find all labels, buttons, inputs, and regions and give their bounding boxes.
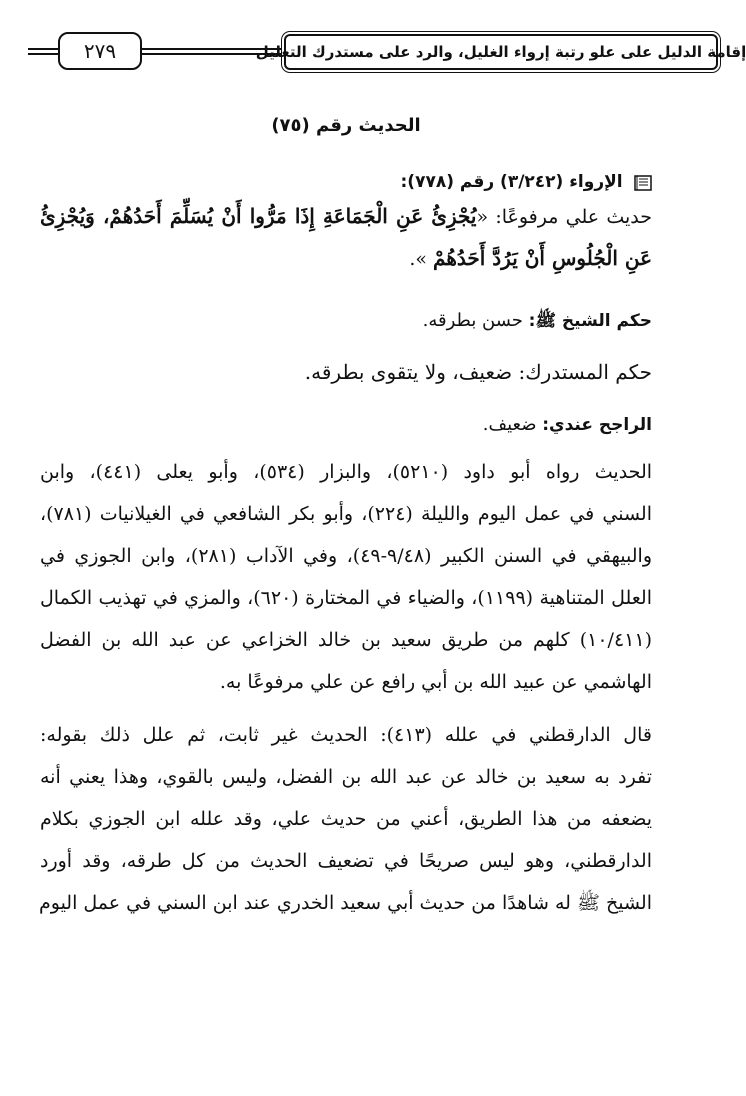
paragraph-1-line: (١٠/٤١١) كلهم من طريق سعيد بن خالد الخزاعي عن عبد الله بن الفضل: [40, 629, 652, 651]
sheikh-ruling: حسن بطرقه.: [422, 310, 529, 331]
irwa-label: الإرواء (٣/٢٤٢) رقم (٧٧٨):: [400, 172, 623, 192]
hadith-intro: حديث علي مرفوعًا: «: [476, 206, 652, 228]
paragraph-2-line: تفرد به سعيد بن خالد عن عبد الله بن الفضل، وليس بالقوي، وهذا يعني أنه: [40, 766, 652, 788]
page-number: ٢٧٩: [58, 32, 142, 70]
paragraph-2-line: الدارقطني، وهو ليس صريحًا في تضعيف الحديث من كل طرقه، وقد أورد: [40, 850, 652, 872]
paragraph-2-line: قال الدارقطني في علله (٤١٣): الحديث غير ثابت، ثم علل ذلك بقوله:: [40, 724, 652, 746]
hadith-text-2: عَنِ الْجُلُوسِ أَنْ يَرُدَّ أَحَدُهُمْ: [433, 246, 652, 270]
book-title: إقامة الدليل على علو رتبة إرواء الغليل، والرد على مستدرك التعليل: [284, 34, 718, 70]
hadith-line-2: [40, 248, 652, 269]
page-header: [28, 26, 746, 76]
paragraph-1-line: والبيهقي في السنن الكبير (٩/٤٨-٤٩)، وفي الآداب (٢٨١)، وابن الجوزي في: [40, 545, 652, 567]
paragraph-2-line: الشيخ ﷺ له شاهدًا من حديث أبي سعيد الخدري عند ابن السني في عمل اليوم: [38, 892, 652, 914]
paragraph-1-line: الهاشمي عن عبيد الله بن أبي رافع عن علي مرفوعًا به.: [219, 671, 652, 693]
hadith-text-1: يُجْزِئُ عَنِ الْجَمَاعَةِ إِذَا مَرُّوا أَنْ يُسَلِّمَ أَحَدُهُمْ، وَيُجْزِئُ: [40, 204, 477, 228]
irwa-reference: [40, 172, 652, 192]
mustadrik-ruling: حكم المستدرك: ضعيف، ولا يتقوى بطرقه.: [304, 360, 652, 384]
rajih-label: الراجح عندي:: [542, 415, 652, 435]
hadith-title: الحديث رقم (٧٥): [271, 115, 421, 136]
sheikh-ruling-line: [40, 310, 652, 335]
hadith-close: ».: [409, 248, 434, 270]
rajih-ruling-line: [40, 414, 652, 435]
paragraph-2-line: يضعفه من هذا الطريق، أعني من حديث علي، وقد علله ابن الجوزي بكلام: [40, 808, 652, 830]
sheikh-label: حكم الشيخ ﷺ:: [528, 311, 652, 331]
paragraph-1-line: السني في عمل اليوم والليلة (٢٢٤)، وأبو بكر الشافعي في الغيلانيات (٧٨١)،: [40, 503, 652, 525]
book-icon: [634, 175, 652, 191]
paragraph-1-line: العلل المتناهية (١١٩٩)، والضياء في المختارة (٦٢٠)، والمزي في تهذيب الكمال: [40, 587, 653, 609]
paragraph-1-line: الحديث رواه أبو داود (٥٢١٠)، والبزار (٥٣٤)، وأبو يعلى (٤٤١)، وابن: [40, 461, 653, 483]
rajih-ruling: ضعيف.: [482, 414, 543, 435]
hadith-line-1: [40, 206, 652, 227]
